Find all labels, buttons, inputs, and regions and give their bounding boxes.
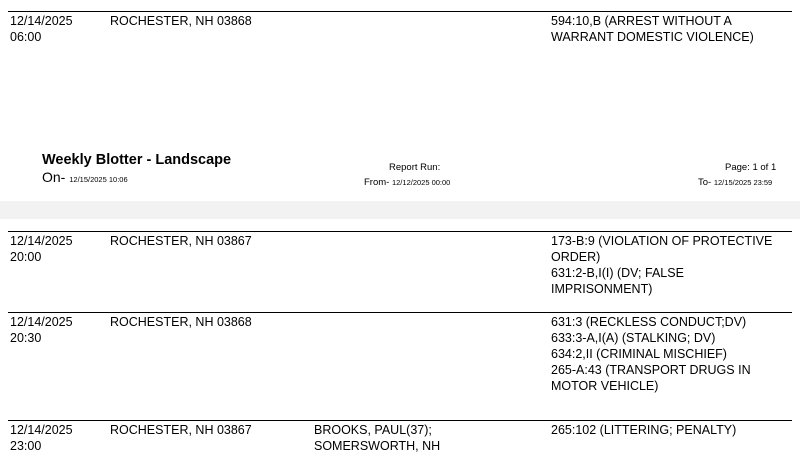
charge-line: ORDER) bbox=[551, 250, 601, 264]
entry-charges bbox=[551, 422, 796, 438]
on-label: On- bbox=[42, 169, 66, 185]
entry-time: 20:00 bbox=[10, 250, 42, 264]
charge-line: 173-B:9 (VIOLATION OF PROTECTIVE bbox=[551, 234, 773, 248]
entry-time: 23:00 bbox=[10, 439, 42, 453]
charge-line: 265:102 (LITTERING; PENALTY) bbox=[551, 423, 737, 437]
entry-date: 12/14/2025 bbox=[10, 423, 73, 437]
charge-line: 633:3-A,I(A) (STALKING; DV) bbox=[551, 331, 716, 345]
entry-datetime bbox=[10, 422, 105, 454]
charge-line: 634:2,II (CRIMINAL MISCHIEF) bbox=[551, 347, 727, 361]
report-on bbox=[42, 169, 128, 185]
charge-line: IMPRISONMENT) bbox=[551, 282, 653, 296]
from-value: 12/12/2025 00:00 bbox=[391, 178, 451, 187]
blotter-entry bbox=[8, 420, 792, 453]
report-from bbox=[364, 177, 450, 188]
blotter-entry bbox=[8, 312, 792, 393]
charge-line: 631:3 (RECKLESS CONDUCT;DV) bbox=[551, 315, 747, 329]
report-to bbox=[698, 177, 772, 188]
charge-line: 265-A:43 (TRANSPORT DRUGS IN bbox=[551, 363, 751, 377]
page-break bbox=[0, 201, 800, 219]
charge-line: 631:2-B,I(I) (DV; FALSE bbox=[551, 266, 684, 280]
entry-time: 20:30 bbox=[10, 331, 42, 345]
entry-charges bbox=[551, 314, 796, 394]
blotter-entry bbox=[8, 231, 792, 296]
report-title: Weekly Blotter - Landscape bbox=[42, 152, 232, 168]
report-header bbox=[0, 148, 800, 192]
page-indicator: Page: 1 of 1 bbox=[725, 162, 777, 173]
from-label: From- bbox=[364, 177, 390, 188]
entry-location: ROCHESTER, NH 03868 bbox=[110, 14, 252, 28]
person-residence: SOMERSWORTH, NH bbox=[314, 439, 441, 453]
entry-date: 12/14/2025 bbox=[10, 234, 73, 248]
entry-charges bbox=[551, 13, 796, 45]
entry-person bbox=[314, 422, 544, 454]
entry-location: ROCHESTER, NH 03867 bbox=[110, 423, 252, 437]
entry-time: 06:00 bbox=[10, 30, 42, 44]
entry-datetime bbox=[10, 233, 105, 265]
entry-datetime bbox=[10, 13, 105, 45]
entry-datetime bbox=[10, 314, 105, 346]
blotter-entry bbox=[8, 11, 792, 44]
charge-line: 594:10,B (ARREST WITHOUT A bbox=[551, 14, 732, 28]
entry-location: ROCHESTER, NH 03867 bbox=[110, 234, 252, 248]
entry-date: 12/14/2025 bbox=[10, 14, 73, 28]
charge-line: MOTOR VEHICLE) bbox=[551, 379, 659, 393]
entry-charges bbox=[551, 233, 796, 297]
person-name: BROOKS, PAUL(37); bbox=[314, 423, 432, 437]
on-value: 12/15/2025 10:06 bbox=[69, 175, 128, 184]
report-run-label: Report Run: bbox=[389, 162, 441, 173]
entry-date: 12/14/2025 bbox=[10, 315, 73, 329]
to-value: 12/15/2025 23:59 bbox=[713, 178, 773, 187]
charge-line: WARRANT DOMESTIC VIOLENCE) bbox=[551, 30, 754, 44]
entry-location: ROCHESTER, NH 03868 bbox=[110, 315, 252, 329]
to-label: To- bbox=[698, 177, 712, 188]
